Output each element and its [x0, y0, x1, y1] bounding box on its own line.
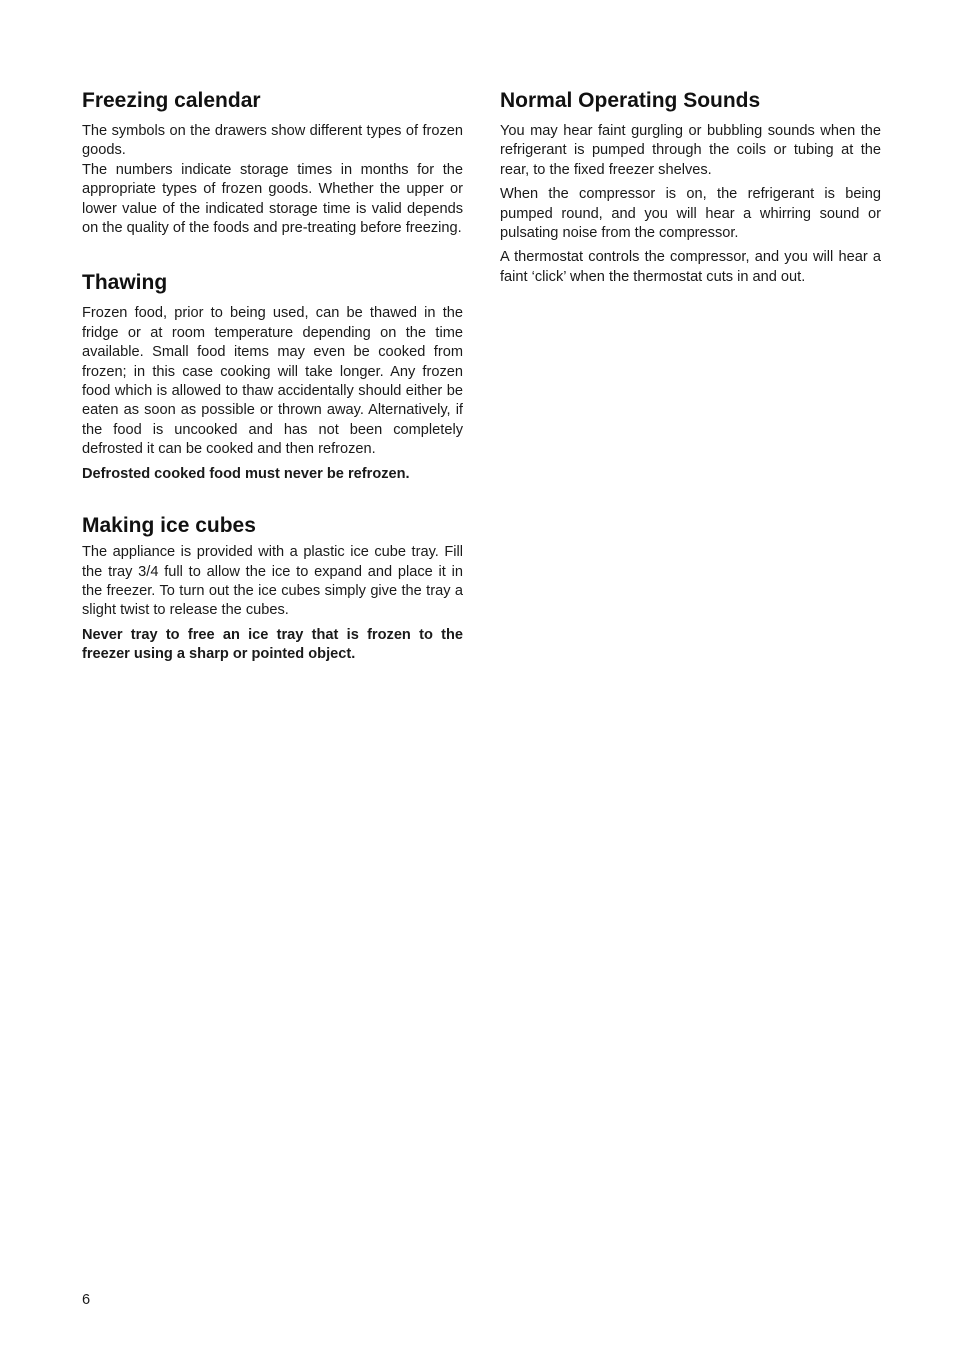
right-column — [500, 86, 881, 287]
normal-operating-sounds-paragraph-2: When the compressor is on, the refrigerant is being pumped round, and you will hear a whirring sound or pulsating noise from the compressor. — [500, 186, 881, 242]
freezing-calendar-heading: Freezing calendar — [82, 89, 261, 112]
normal-operating-sounds-paragraph-1: You may hear faint gurgling or bubbling sounds when the refrigerant is pumped through the coils or tubing at the rear, to the fixed freezer shelves. — [500, 123, 881, 178]
normal-operating-sounds-heading: Normal Operating Sounds — [500, 89, 761, 112]
normal-operating-sounds-paragraph-3: A thermostat controls the compressor, and you will hear a faint ‘click’ when the thermostat cuts in and out. — [500, 249, 881, 285]
freezing-calendar-paragraph-1: The symbols on the drawers show different types of frozen goods. — [82, 123, 463, 159]
normal-operating-sounds-section — [500, 86, 881, 287]
freezing-calendar-section — [82, 86, 463, 238]
left-column — [82, 86, 463, 665]
thawing-heading: Thawing — [82, 271, 168, 295]
making-ice-cubes-heading: Making ice cubes — [82, 514, 256, 538]
freezing-calendar-paragraph-2: The numbers indicate storage times in months for the appropriate types of frozen goods. Whether the upper or lower value of the indicated storage time is valid depends on the quality of the foods and pre-treating before freezing. — [82, 161, 463, 237]
making-ice-cubes-paragraph: The appliance is provided with a plastic ice cube tray. Fill the tray 3/4 full to allow the ice to expand and place it in the freezer. To turn out the ice cubes simply give the tray a slight twist to release the cubes. — [82, 544, 463, 619]
thawing-warning: Defrosted cooked food must never be refrozen. — [82, 465, 410, 482]
page-number: 6 — [82, 1292, 91, 1308]
thawing-paragraph: Frozen food, prior to being used, can be thawed in the fridge or at room temperature depending on the time available. Small food items may even be cooked from frozen; in this case cooking will take longer. Any frozen food which is allowed to thaw accidentally should either be eaten as soon as possible or thrown away. Alternatively, if the food is uncooked and has not been completely defrosted it can be cooked and then refrozen. — [82, 305, 463, 458]
thawing-section — [82, 268, 463, 484]
making-ice-cubes-section — [82, 511, 463, 664]
making-ice-cubes-warning: Never tray to free an ice tray that is frozen to the freezer using a sharp or pointed object. — [82, 626, 463, 663]
